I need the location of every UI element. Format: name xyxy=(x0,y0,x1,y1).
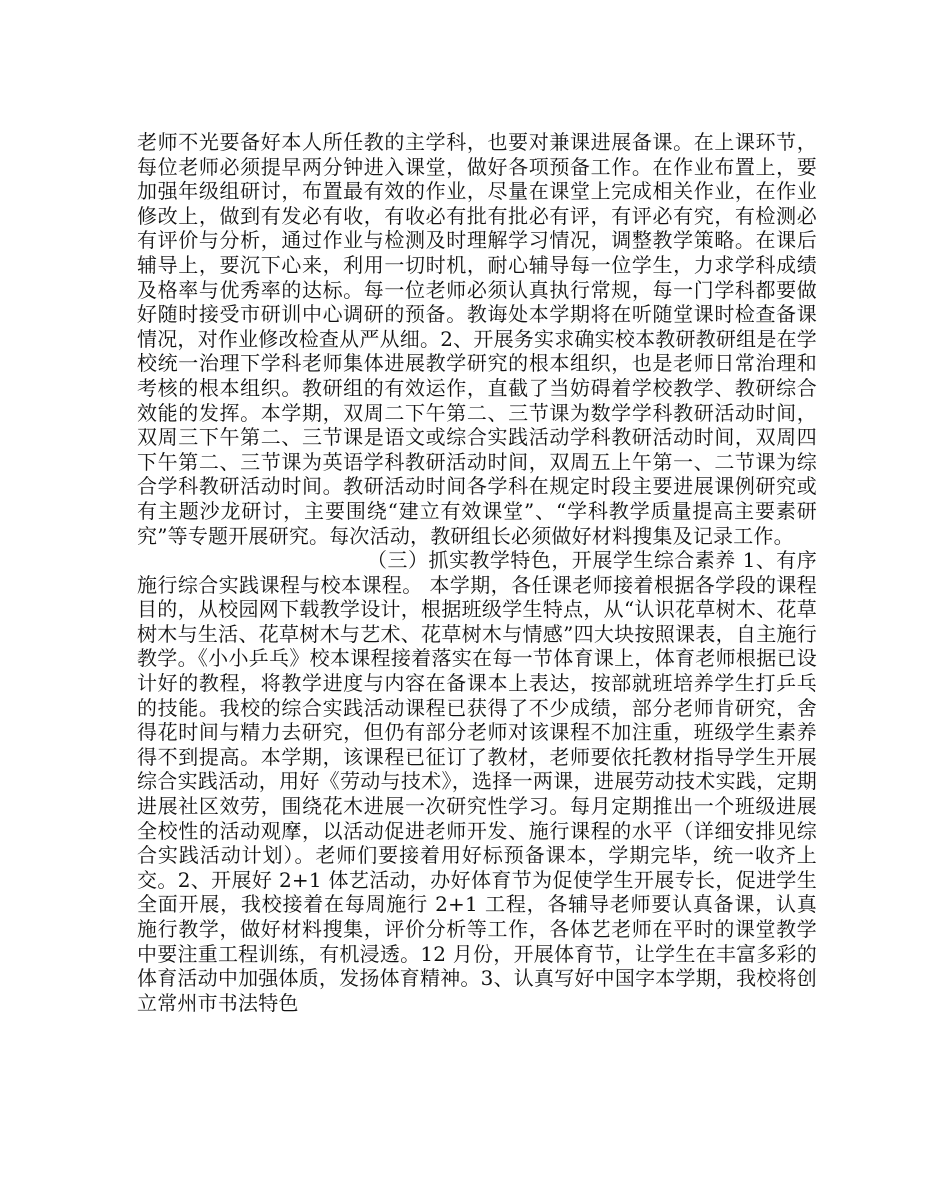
paragraph-teaching-features: （三）抓实教学特色，开展学生综合素养 1、有序施行综合实践课程与校本课程。 本学期，各任课老师接着根据各学段的课程目的，从校园网下载教学设计，根据班级学生特点，从“认识花草树木、花草树木与生活、花草树木与艺术、花草树木与情感”四大块按照课表，自主施行教学。《小小乒乓》校本课程接着落实在每一节体育课上，体育老师根据已设计好的教程，将教学进度与内容在备课本上表达，按部就班培养学生打乒乓的技能。我校的综合实践活动课程已获得了不少成绩，部分老师肯研究，舍得花时间与精力去研究，但仍有部分老师对该课程不加注重，班级学生素养得不到提高。本学期，该课程已征订了教材，老师要依托教材指导学生开展综合实践活动，用好《劳动与技术》，选择一两课，进展劳动技术实践，定期进展社区效劳，围绕花木进展一次研究性学习。每月定期推出一个班级进展全校性的活动观摩，以活动促进老师开发、施行课程的水平（详细安排见综合实践活动计划）。老师们要接着用好标预备课本，学期完毕，统一收齐上交。2、开展好 2+1 体艺活动，办好体育节为促使学生开展专长，促进学生全面开展，我校接着在每周施行 2+1 工程，各辅导老师要认真备课，认真施行教学，做好材料搜集，评价分析等工作，各体艺老师在平时的课堂教学中要注重工程训练，有机浸透。12 月份，开展体育节，让学生在丰富多彩的体育活动中加强体质，发扬体育精神。3、认真写好中国字本学期，我校将创立常州市书法特色 xyxy=(137,548,817,1015)
document-body xyxy=(137,130,817,1015)
paragraph-teaching-routine: 老师不光要备好本人所任教的主学科，也要对兼课进展备课。在上课环节，每位老师必须提早两分钟进入课堂，做好各项预备工作。在作业布置上，要加强年级组研讨，布置最有效的作业，尽量在课堂上完成相关作业，在作业修改上，做到有发必有收，有收必有批有批必有评，有评必有究，有检测必有评价与分析，通过作业与检测及时理解学习情况，调整教学策略。在课后辅导上，要沉下心来，利用一切时机，耐心辅导每一位学生，力求学科成绩及格率与优秀率的达标。每一位老师必须认真执行常规，每一门学科都要做好随时接受市研训中心调研的预备。教诲处本学期将在听随堂课时检查备课情况，对作业修改检查从严从细。2、开展务实求确实校本教研教研组是在学校统一治理下学科老师集体进展教学研究的根本组织，也是老师日常治理和考核的根本组织。教研组的有效运作，直截了当妨碍着学校教学、教研综合效能的发挥。本学期，双周二下午第二、三节课为数学学科教研活动时间，双周三下午第二、三节课是语文或综合实践活动学科教研活动时间，双周四下午第二、三节课为英语学科教研活动时间，双周五上午第一、二节课为综合学科教研活动时间。教研活动时间各学科在规定时段主要进展课例研究或有主题沙龙研讨，主要围绕“建立有效课堂”、“学科教学质量提高主要素研究”等专题开展研究。每次活动，教研组长必须做好材料搜集及记录工作。 xyxy=(137,130,817,548)
